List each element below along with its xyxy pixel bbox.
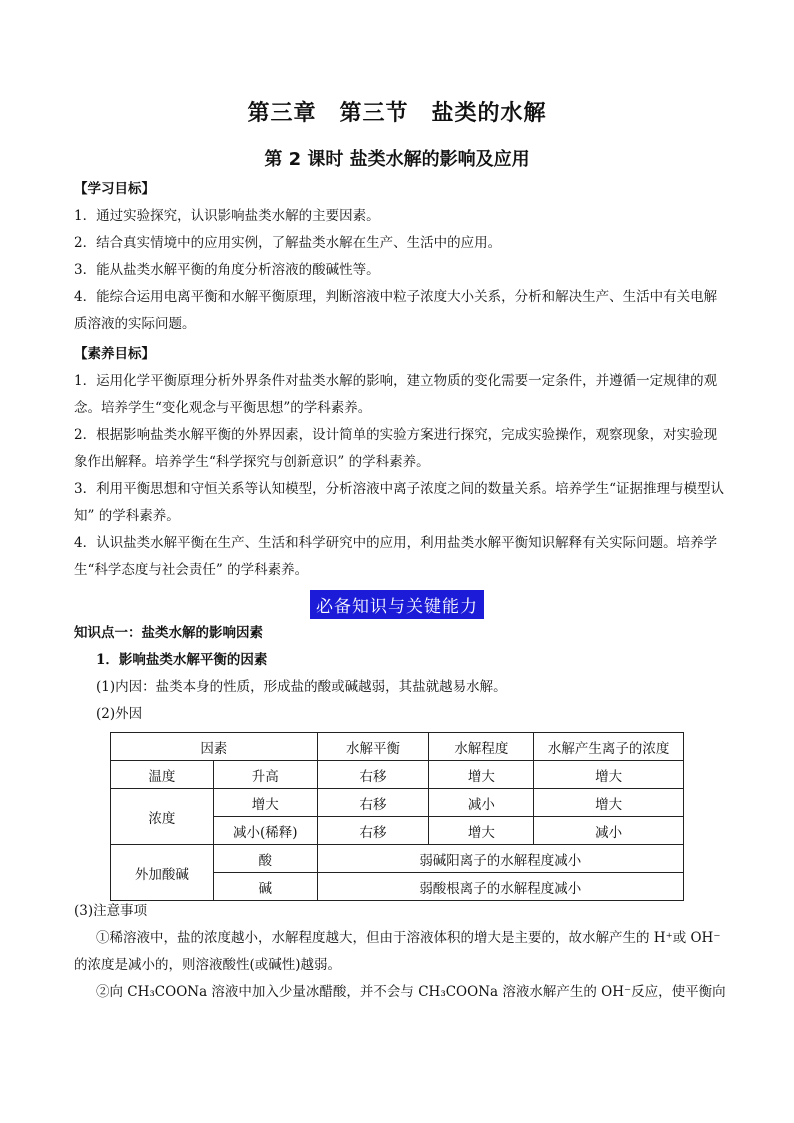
table-header-row (111, 733, 684, 761)
external-factor: (2)外因 (96, 706, 143, 722)
table-cell: 减小 (429, 789, 534, 817)
notes-section (74, 898, 726, 1006)
knowledge-point-one (74, 620, 726, 728)
learning-item: 2．结合真实情境中的应用实例，了解盐类水解在生产、生活中的应用。 (74, 235, 502, 251)
literacy-objectives (74, 341, 726, 584)
table-cell: 增大 (213, 789, 317, 817)
table-row (111, 789, 684, 817)
table-cell: 温度 (111, 761, 214, 789)
knowledge-heading: 知识点一：盐类水解的影响因素 (74, 625, 263, 641)
section-banner: 必备知识与关键能力 (310, 590, 484, 619)
table-cell: 浓度 (111, 789, 214, 845)
notes-heading: (3)注意事项 (74, 903, 148, 919)
table-row (111, 761, 684, 789)
table-row (111, 845, 684, 873)
table-header: 水解平衡 (317, 733, 429, 761)
section-banner-wrap (0, 590, 794, 619)
learning-item: 4．能综合运用电离平衡和水解平衡原理，判断溶液中粒子浓度大小关系，分析和解决生产、生活中有关电解质溶液的实际问题。 (74, 289, 718, 332)
table-cell: 增大 (534, 761, 684, 789)
table-header: 水解产生离子的浓度 (534, 733, 684, 761)
learning-objectives (74, 176, 726, 338)
table-cell: 增大 (429, 817, 534, 845)
table-cell: 增大 (429, 761, 534, 789)
table-cell: 右移 (317, 817, 429, 845)
table-cell: 酸 (213, 845, 317, 873)
table-header: 水解程度 (429, 733, 534, 761)
table-cell: 右移 (317, 761, 429, 789)
lesson-subtitle: 第 2 课时 盐类水解的影响及应用 (264, 149, 530, 170)
learning-item: 1．通过实验探究，认识影响盐类水解的主要因素。 (74, 208, 380, 224)
learning-heading: 【学习目标】 (74, 181, 155, 197)
note-item: ①稀溶液中，盐的浓度越小，水解程度越大，但由于溶液体积的增大是主要的，故水解产生的 H⁺或 OH⁻的浓度是减小的，则溶液酸性(或碱性)越弱。 (74, 930, 721, 973)
chapter-title: 第三章 第三节 盐类的水解 (247, 101, 547, 126)
note-item: ②向 CH₃COONa 溶液中加入少量冰醋酸，并不会与 CH₃COONa 溶液水解产生的 OH⁻反应，使平衡向 (96, 984, 726, 1000)
literacy-item: 2．根据影响盐类水解平衡的外界因素，设计简单的实验方案进行探究，完成实验操作，观察现象，对实验现象作出解释。培养学生“科学探究与创新意识” 的学科素养。 (74, 427, 718, 470)
table-header: 因素 (111, 733, 318, 761)
internal-factor: (1)内因：盐类本身的性质，形成盐的酸或碱越弱，其盐就越易水解。 (96, 679, 507, 695)
table-cell: 右移 (317, 789, 429, 817)
literacy-item: 1．运用化学平衡原理分析外界条件对盐类水解的影响，建立物质的变化需要一定条件，并遵循一定规律的观念。培养学生“变化观念与平衡思想”的学科素养。 (74, 373, 718, 416)
table-cell: 减小(稀释) (213, 817, 317, 845)
factor-subheading: 1．影响盐类水解平衡的因素 (96, 652, 268, 668)
learning-item: 3．能从盐类水解平衡的角度分析溶液的酸碱性等。 (74, 262, 380, 278)
literacy-item: 3．利用平衡思想和守恒关系等认知模型，分析溶液中离子浓度之间的数量关系。培养学生“证据推理与模型认知” 的学科素养。 (74, 481, 724, 524)
table-cell: 弱碱阳离子的水解程度减小 (317, 845, 683, 873)
table-cell: 增大 (534, 789, 684, 817)
table-cell: 外加酸碱 (111, 845, 214, 901)
table-cell: 碱 (213, 873, 317, 901)
literacy-item: 4．认识盐类水解平衡在生产、生活和科学研究中的应用，利用盐类水解平衡知识解释有关实际问题。培养学生“科学态度与社会责任” 的学科素养。 (74, 535, 718, 578)
table-cell: 弱酸根离子的水解程度减小 (317, 873, 683, 901)
table-cell: 减小 (534, 817, 684, 845)
table-cell: 升高 (213, 761, 317, 789)
factors-table (110, 732, 684, 901)
literacy-heading: 【素养目标】 (74, 346, 155, 362)
